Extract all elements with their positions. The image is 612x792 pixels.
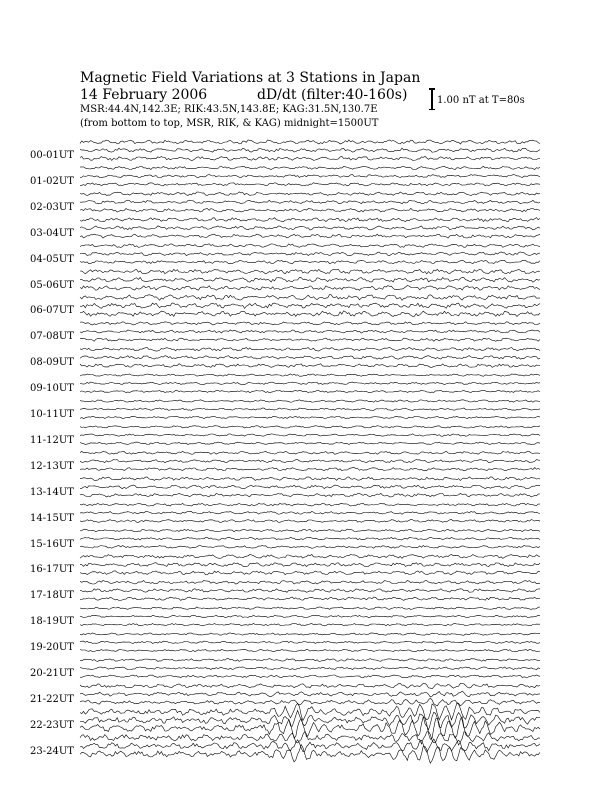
trace-rik-hour-22 [80, 710, 540, 730]
trace-msr-hour-15 [80, 546, 540, 549]
trace-kag-hour-12 [80, 451, 540, 454]
chart-title: Magnetic Field Variations at 3 Stations in Japan [80, 70, 421, 86]
trace-kag-hour-22 [80, 703, 540, 720]
trace-kag-hour-16 [80, 554, 540, 558]
trace-kag-hour-17 [80, 581, 540, 585]
trace-kag-hour-6 [80, 295, 540, 301]
trace-msr-hour-2 [80, 208, 540, 212]
hour-label: 06-07UT [30, 305, 74, 317]
hour-label: 01-02UT [30, 175, 74, 187]
trace-kag-hour-4 [80, 244, 540, 248]
trace-rik-hour-17 [80, 589, 540, 593]
hour-label: 14-15UT [30, 512, 74, 524]
trace-msr-hour-21 [80, 698, 540, 706]
hour-label: 04-05UT [30, 253, 74, 265]
trace-rik-hour-6 [80, 303, 540, 308]
trace-msr-hour-18 [80, 623, 540, 625]
component-label: dD/dt (filter:40-160s) [257, 87, 408, 103]
trace-kag-hour-20 [80, 659, 540, 662]
trace-kag-hour-3 [80, 218, 540, 222]
trace-msr-hour-20 [80, 675, 540, 678]
hour-label: 20-21UT [30, 668, 74, 679]
trace-msr-hour-8 [80, 364, 540, 368]
trace-rik-hour-0 [80, 148, 540, 152]
trace-msr-hour-5 [80, 286, 540, 291]
hour-label: 02-03UT [30, 201, 74, 213]
trace-msr-hour-12 [80, 468, 540, 471]
hour-label: 19-20UT [30, 642, 74, 654]
trace-kag-hour-11 [80, 426, 540, 428]
trace-kag-hour-13 [80, 477, 540, 481]
trace-rik-hour-20 [80, 667, 540, 670]
trace-kag-hour-15 [80, 529, 540, 532]
trace-msr-hour-1 [80, 183, 540, 186]
trace-msr-hour-16 [80, 571, 540, 575]
trace-msr-hour-19 [80, 649, 540, 651]
trace-rik-hour-7 [80, 330, 540, 333]
trace-kag-hour-14 [80, 503, 540, 506]
trace-msr-hour-14 [80, 520, 540, 523]
trace-rik-hour-16 [80, 563, 540, 567]
trace-rik-hour-23 [80, 739, 540, 752]
trace-rik-hour-21 [80, 691, 540, 697]
trace-rik-hour-12 [80, 460, 540, 463]
trace-msr-hour-9 [80, 390, 540, 392]
hour-label: 03-04UT [30, 227, 74, 239]
trace-kag-hour-7 [80, 322, 540, 325]
hour-label: 09-10UT [30, 383, 74, 395]
trace-kag-hour-1 [80, 166, 540, 169]
trace-kag-hour-9 [80, 374, 540, 376]
trace-msr-hour-23 [80, 745, 540, 764]
hour-label: 16-17UT [30, 564, 74, 576]
hour-label: 22-23UT [30, 719, 74, 731]
hour-label: 00-01UT [30, 150, 74, 161]
trace-kag-hour-18 [80, 607, 540, 609]
trace-rik-hour-9 [80, 382, 540, 384]
stations-label: MSR:44.4N,142.3E; RIK:43.5N,143.8E; KAG:31.5N,130.7E [80, 104, 378, 115]
trace-rik-hour-18 [80, 615, 540, 617]
hour-label: 07-08UT [30, 331, 74, 343]
scale-bar [429, 88, 435, 110]
trace-msr-hour-17 [80, 597, 540, 601]
order-note: (from bottom to top, MSR, RIK, & KAG) midnight=1500UT [80, 118, 379, 129]
hour-label: 23-24UT [30, 745, 74, 757]
trace-rik-hour-15 [80, 537, 540, 540]
hour-label: 05-06UT [30, 279, 74, 291]
trace-msr-hour-7 [80, 338, 540, 341]
trace-kag-hour-0 [80, 140, 540, 144]
trace-rik-hour-11 [80, 434, 540, 436]
scale-label: 1.00 nT at T=80s [437, 95, 525, 106]
hour-label: 12-13UT [30, 460, 74, 472]
trace-msr-hour-3 [80, 234, 540, 238]
hour-label: 17-18UT [30, 590, 74, 602]
chart-date: 14 February 2006 [80, 87, 208, 103]
hour-label: 21-22UT [30, 693, 74, 705]
hour-label: 10-11UT [30, 409, 74, 420]
trace-rik-hour-2 [80, 200, 540, 204]
trace-kag-hour-10 [80, 400, 540, 402]
trace-kag-hour-21 [80, 683, 540, 689]
trace-msr-hour-11 [80, 442, 540, 444]
trace-rik-hour-10 [80, 408, 540, 410]
hour-label: 11-12UT [30, 434, 74, 446]
trace-rik-hour-4 [80, 252, 540, 256]
trace-kag-hour-8 [80, 347, 540, 351]
trace-msr-hour-4 [80, 260, 540, 264]
trace-rik-hour-1 [80, 175, 540, 178]
trace-msr-hour-10 [80, 416, 540, 418]
hour-label: 08-09UT [30, 357, 74, 369]
trace-rik-hour-3 [80, 226, 540, 230]
trace-rik-hour-8 [80, 356, 540, 360]
trace-msr-hour-0 [80, 156, 540, 160]
hour-label: 13-14UT [30, 486, 74, 498]
trace-kag-hour-5 [80, 269, 540, 274]
trace-rik-hour-14 [80, 511, 540, 514]
trace-kag-hour-19 [80, 633, 540, 635]
trace-rik-hour-5 [80, 277, 540, 282]
trace-rik-hour-13 [80, 485, 540, 489]
trace-rik-hour-19 [80, 641, 540, 643]
hour-label: 18-19UT [30, 616, 74, 628]
trace-msr-hour-6 [80, 311, 540, 317]
hour-label: 15-16UT [30, 538, 74, 550]
trace-kag-hour-2 [80, 192, 540, 196]
trace-msr-hour-13 [80, 493, 540, 497]
